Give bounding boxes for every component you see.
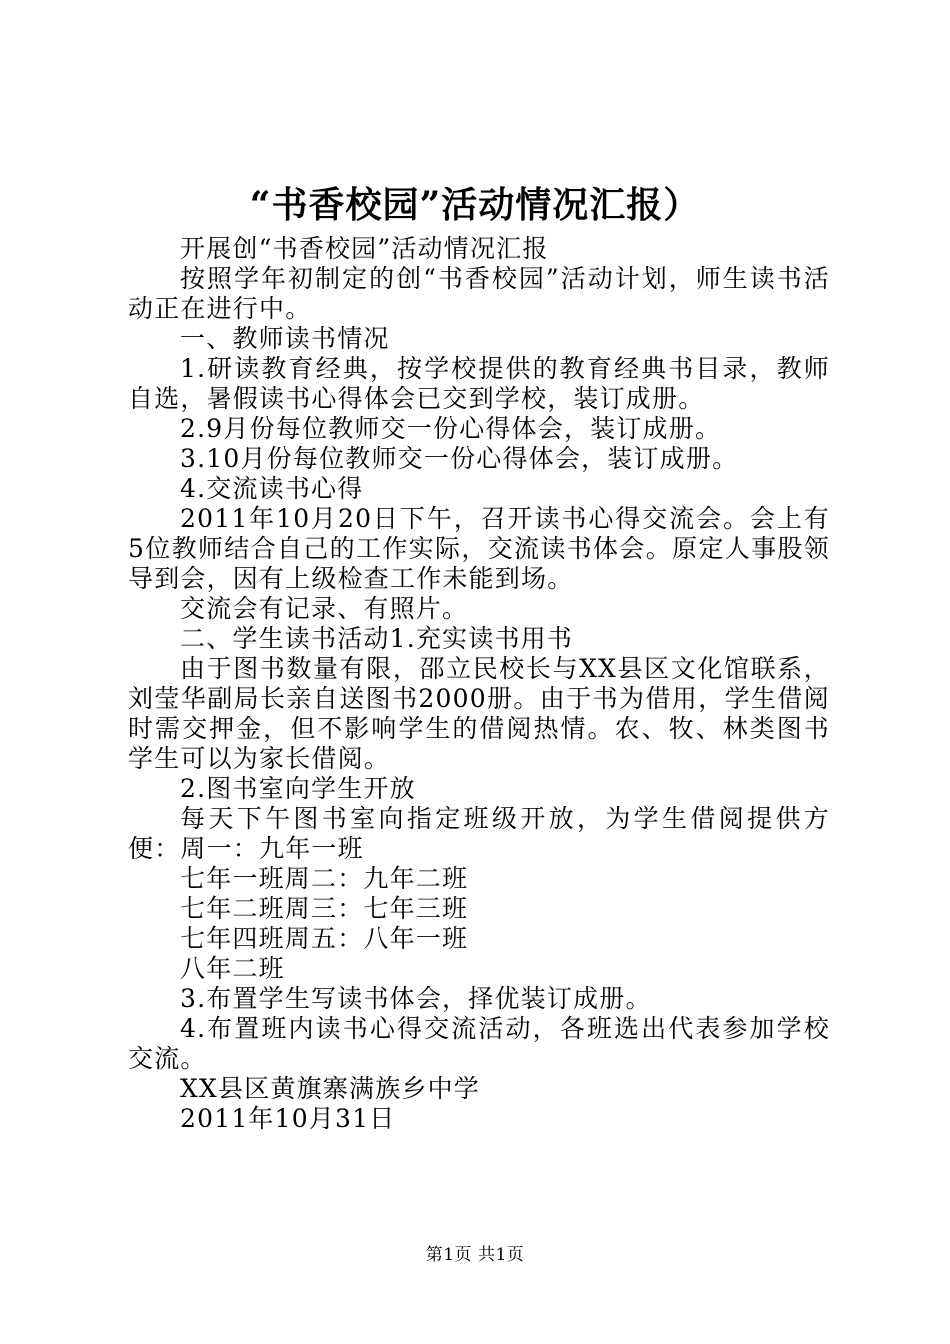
paragraph-schedule-line-1: 七年一班周二：九年二班 [180,864,469,893]
paragraph-books: 由于图书数量有限，邵立民校长与XX县区文化馆联系，刘莹华副局长亲自送图书2000册。由于书为借用，学生借阅时需交押金，但不影响学生的借阅热情。农、牧、林类图书学生可以为家长借阅。 [128,654,830,773]
signature-school: XX县区黄旗寨满族乡中学 [180,1074,480,1103]
page-footer: 第1页 共1页 [425,1245,525,1265]
paragraph-item-3: 3.10月份每位教师交一份心得体会，装订成册。 [180,444,739,473]
paragraph-item-4: 4.交流读书心得 [180,474,364,503]
signature-date: 2011年10月31日 [180,1104,396,1133]
paragraph-item-2: 2.9月份每位教师交一份心得体会，装订成册。 [180,414,722,443]
paragraph-exchange-meeting: 2011年10月20日下午，召开读书心得交流会。会上有5位教师结合自己的工作实际，交流读书体会。原定人事股领导到会，因有上级检查工作未能到场。 [128,504,830,593]
paragraph-library-open: 2.图书室向学生开放 [180,774,416,803]
section-heading-teachers: 一、教师读书情况 [180,324,390,353]
paragraph-schedule-line-2: 七年二班周三：七年三班 [180,894,469,923]
paragraph-intro: 按照学年初制定的创“书香校园”活动计划，师生读书活动正在进行中。 [128,264,830,323]
document-body [128,234,830,1134]
paragraph-schedule-line-3: 七年四班周五：八年一班 [180,924,469,953]
document-title: “书香校园”活动情况汇报） [249,184,701,226]
paragraph-schedule-line-4: 八年二班 [180,954,285,983]
paragraph-item-4-students: 4.布置班内读书心得交流活动，各班选出代表参加学校交流。 [128,1014,830,1073]
paragraph-schedule: 每天下午图书室向指定班级开放，为学生借阅提供方便：周一：九年一班 [128,804,830,863]
paragraph-subtitle: 开展创“书香校园”活动情况汇报 [180,234,549,263]
section-heading-students: 二、学生读书活动1.充实读书用书 [180,624,574,653]
paragraph-records: 交流会有记录、有照片。 [180,594,469,623]
paragraph-item-1: 1.研读教育经典，按学校提供的教育经典书目录，教师自选，暑假读书心得体会已交到学校，装订成册。 [128,354,830,413]
paragraph-item-3-students: 3.布置学生写读书体会，择优装订成册。 [180,984,652,1013]
